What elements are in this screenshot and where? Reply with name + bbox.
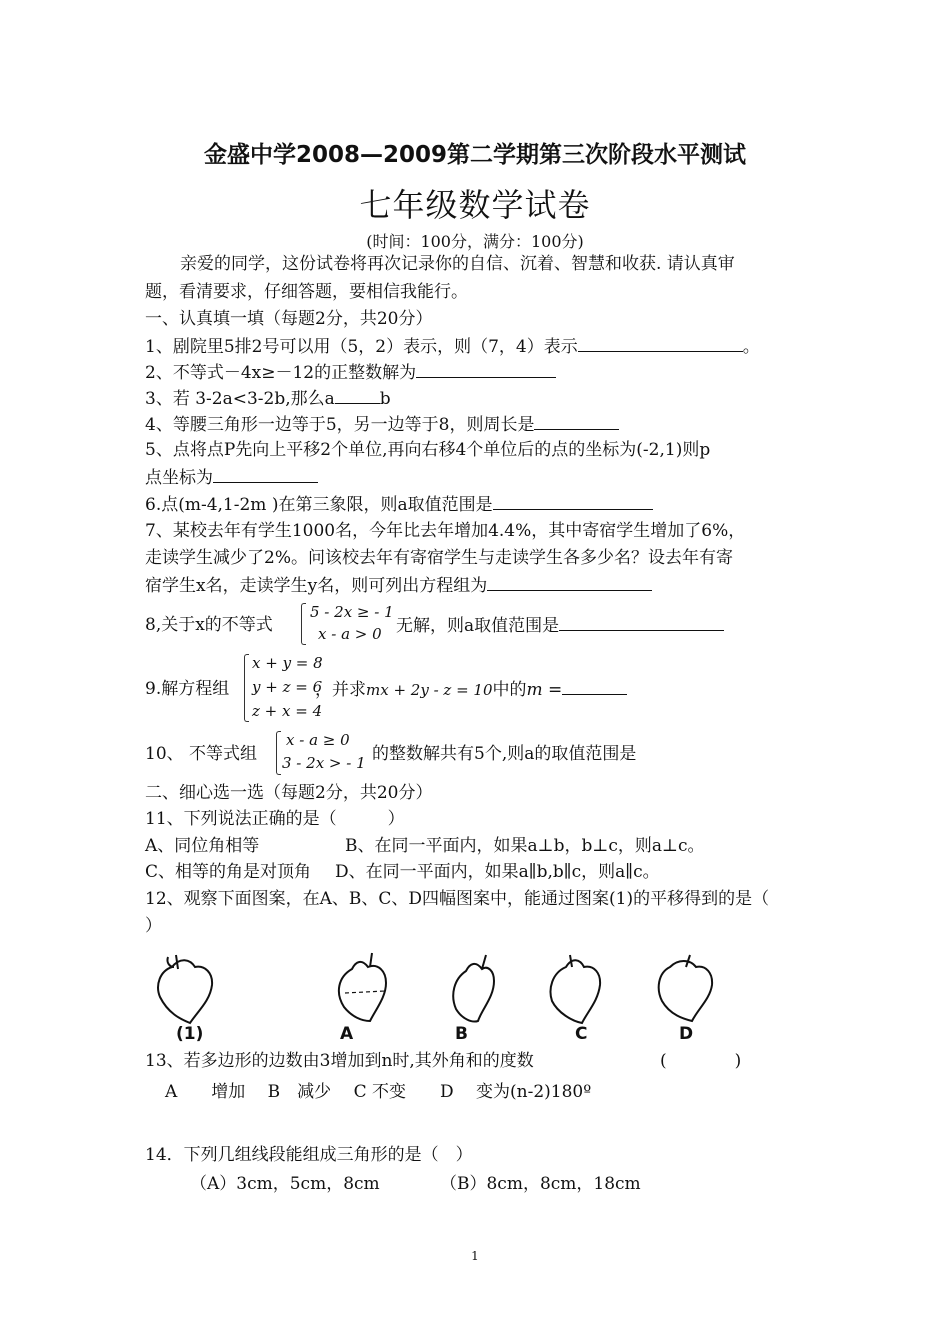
brace — [244, 654, 249, 722]
question-11: 11、下列说法正确的是（ ） — [145, 809, 405, 829]
q8-system-line-2: x - a > 0 — [318, 625, 382, 643]
answer-blank[interactable] — [416, 361, 556, 378]
q9-expression: mx + 2y - z = 10 — [366, 681, 493, 699]
question-13-answer: ( ) — [660, 1051, 742, 1071]
question-8-text: 无解，则a取值范围是 — [396, 616, 560, 636]
question-6 — [145, 493, 653, 516]
question-9-text: ，并求 — [315, 680, 366, 700]
leaf-figures — [0, 945, 950, 1035]
question-3-text-end: b — [379, 389, 391, 409]
answer-blank[interactable] — [213, 466, 318, 483]
answer-blank[interactable] — [493, 493, 653, 510]
question-14: 14．下列几组线段能组成三角形的是（ ） — [145, 1145, 473, 1165]
question-10-suffix: 的整数解共有5个,则a的取值范围是 — [372, 744, 637, 764]
intro-line-2: 题，看清要求，仔细答题，要相信我能行。 — [145, 282, 468, 302]
leaf-figure-c — [551, 955, 601, 1023]
question-5-line-2 — [145, 466, 318, 489]
section-2-heading: 二、细心选一选（每题2分，共20分） — [145, 783, 433, 803]
brace — [301, 603, 306, 645]
exam-title: 金盛中学2008—2009第二学期第三次阶段水平测试 — [203, 142, 747, 168]
q9-system-line-1: x + y = 8 — [252, 654, 323, 672]
answer-blank[interactable] — [487, 574, 652, 591]
question-3 — [145, 387, 391, 410]
leaf-figure-a — [339, 953, 386, 1021]
q14-option-a: （A）3cm，5cm，8cm — [190, 1174, 380, 1194]
question-7-line-1: 7、某校去年有学生1000名，今年比去年增加4.4%，其中寄宿学生增加了6%， — [145, 521, 746, 541]
answer-blank[interactable] — [559, 614, 724, 631]
question-12-line-2: ） — [145, 916, 162, 936]
leaf-label-b: B — [455, 1024, 468, 1044]
q9-system-line-3: z + x = 4 — [252, 702, 323, 720]
q14-option-b: （B）8cm，8cm，18cm — [440, 1174, 641, 1194]
leaf-label-c: C — [575, 1024, 588, 1044]
question-12-line-1: 12、观察下面图案，在A、B、C、D四幅图案中，能通过图案(1)的平移得到的是（ — [145, 889, 770, 909]
answer-blank[interactable] — [534, 413, 619, 430]
q10-system-line-1: x - a ≥ 0 — [286, 731, 350, 749]
brace — [276, 731, 281, 775]
intro-line-1: 亲爱的同学，这份试卷将再次记录你的自信、沉着、智慧和收获. 请认真审 — [180, 254, 735, 274]
q11-option-d: D、在同一平面内，如果a∥b,b∥c，则a∥c。 — [335, 862, 660, 882]
question-2 — [145, 361, 556, 384]
question-7-line-2: 走读学生减少了2%。问该校去年有寄宿学生与走读学生各多少名？设去年有寄 — [145, 548, 733, 568]
q9-variable: m = — [526, 680, 563, 700]
question-13-options: A 增加 B 减少 C 不变 D 变为(n-2)180º — [165, 1082, 592, 1102]
leaf-figure-d — [659, 955, 712, 1021]
leaf-figure-1 — [158, 955, 212, 1023]
answer-blank[interactable] — [335, 387, 380, 404]
question-6-text: 6.点(m-4,1-2m )在第三象限，则a取值范围是 — [145, 495, 493, 515]
question-7-line-3 — [145, 574, 652, 597]
question-1 — [145, 335, 760, 358]
q9-system-line-2: y + z = 6 — [252, 678, 323, 696]
q11-option-b: B、在同一平面内，如果a⊥b，b⊥c，则a⊥c。 — [345, 836, 705, 856]
page-number: 1 — [471, 1249, 479, 1263]
exam-meta: (时间：100分，满分：100分) — [366, 232, 584, 251]
question-4-text: 4、等腰三角形一边等于5，另一边等于8，则周长是 — [145, 415, 535, 435]
question-8-prefix: 8,关于x的不等式 — [145, 615, 273, 635]
question-5-line-1: 5、点将点P先向上平移2个单位,再向右移4个单位后的点的坐标为(-2,1)则p — [145, 440, 711, 460]
question-5-text: 点坐标为 — [145, 468, 213, 488]
question-1-text: 1、剧院里5排2号可以用（5，2）表示，则（7，4）表示 — [145, 337, 578, 357]
leaf-label-1: (1) — [176, 1024, 204, 1044]
question-1-end: 。 — [742, 337, 760, 357]
question-4 — [145, 413, 619, 436]
question-9-text-2: 中的 — [492, 680, 527, 700]
section-1-heading: 一、认真填一填（每题2分，共20分） — [145, 309, 433, 329]
answer-blank[interactable] — [562, 678, 627, 695]
question-9-suffix — [315, 678, 627, 701]
question-7-text: 宿学生x名，走读学生y名，则可列出方程组为 — [145, 576, 488, 596]
question-10-prefix: 10、 不等式组 — [145, 744, 258, 764]
leaf-figure-b — [453, 955, 494, 1022]
answer-blank[interactable] — [578, 335, 743, 352]
leaf-label-d: D — [679, 1024, 694, 1044]
question-8-suffix — [396, 614, 724, 637]
exam-subtitle: 七年级数学试卷 — [359, 186, 591, 224]
q11-option-c: C、相等的角是对顶角 — [145, 862, 312, 882]
question-13: 13、若多边形的边数由3增加到n时,其外角和的度数 — [145, 1051, 534, 1071]
question-2-text: 2、不等式－4x≥－12的正整数解为 — [145, 363, 417, 383]
question-9-prefix: 9.解方程组 — [145, 679, 230, 699]
q10-system-line-2: 3 - 2x > - 1 — [282, 754, 366, 772]
leaf-label-a: A — [340, 1024, 354, 1044]
question-3-text: 3、若 3-2a<3-2b,那么a — [145, 389, 335, 409]
q8-system-line-1: 5 - 2x ≥ - 1 — [310, 603, 394, 621]
q11-option-a: A、同位角相等 — [145, 836, 260, 856]
